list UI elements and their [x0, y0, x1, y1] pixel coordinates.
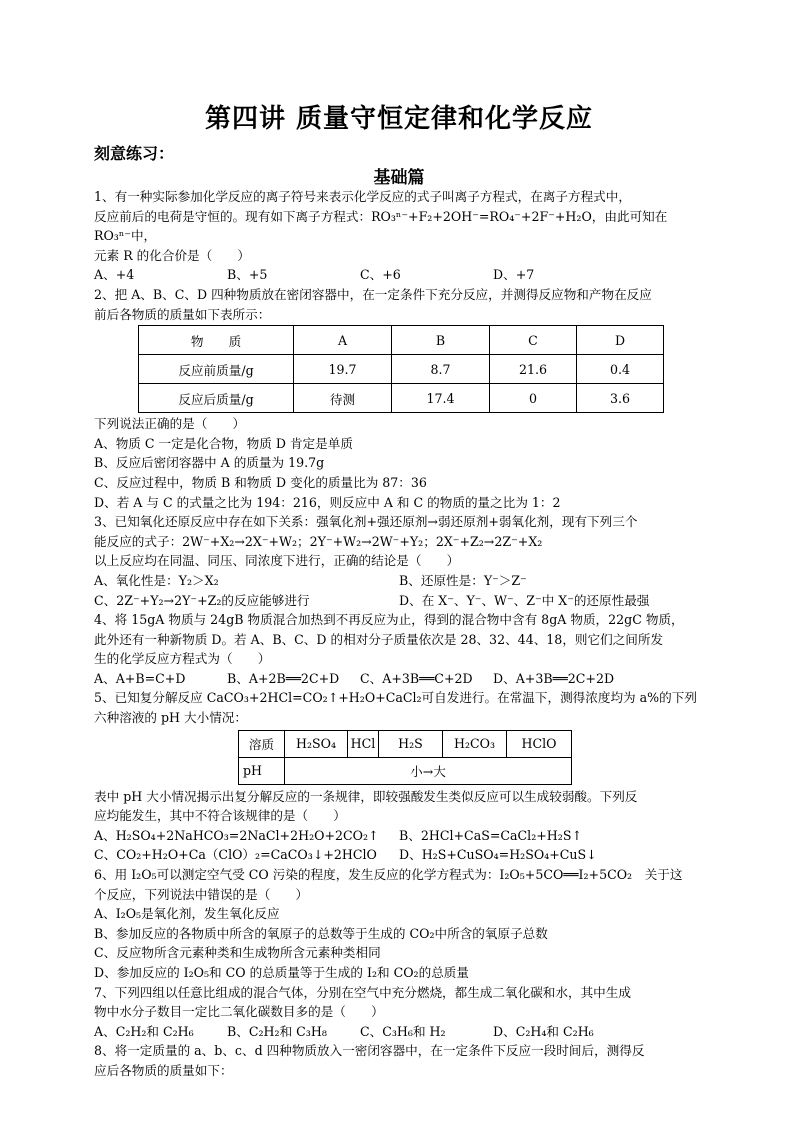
question-1 [94, 187, 704, 285]
question-8 [94, 1041, 704, 1080]
question-text: 元素 R 的化合价是（ ） [94, 247, 251, 263]
option-d: D、在 X⁻、Y⁻、W⁻、Z⁻中 X⁻的还原性最强 [399, 592, 650, 608]
section-heading: 基础篇 [373, 168, 425, 188]
question-6 [94, 865, 704, 983]
table-cell: 8.7 [392, 355, 490, 384]
question-5 [94, 688, 704, 865]
table-header-cell: 溶质 [239, 730, 285, 757]
option-b: B、+5 [227, 267, 268, 283]
table-cell: 小→大 [285, 757, 572, 784]
question-text: 以上反应均在同温、同压、同浓度下进行，正确的结论是（ ） [94, 553, 460, 569]
question-text: 6、用 I₂O₅可以测定空气受 CO 污染的程度，发生反应的化学方程式为：I₂O₅+5CO══I₂+5CO₂ 关于这 [94, 867, 683, 883]
option-b: B、C₂H₂和 C₃H₈ [227, 1023, 327, 1039]
option-c: C、反应过程中，物质 B 和物质 D 变化的质量比为 87：36 [94, 474, 427, 490]
question-text: 物中水分子数目一定比二氧化碳数目多的是（ ） [94, 1004, 384, 1020]
question-text: 能反应的式子：2W⁻+X₂→2X⁻+W₂；2Y⁻+W₂→2W⁻+Y₂；2X⁻+Z₂→2Z⁻+X₂ [94, 533, 543, 549]
option-a: A、A+B=C+D [94, 670, 186, 686]
table-row [239, 730, 572, 757]
option-a: A、H₂SO₄+2NaHCO₃=2NaCl+2H₂O+2CO₂↑ [94, 827, 379, 843]
options-row [94, 1022, 704, 1042]
table-row [139, 355, 664, 384]
table-cell: 0 [490, 384, 577, 413]
table-cell: HCl [348, 730, 379, 757]
table-cell: 19.7 [294, 355, 392, 384]
question-text: 个反应，下列说法中错误的是（ ） [94, 886, 309, 902]
table-row [239, 757, 572, 784]
table-cell: H₂S [379, 730, 443, 757]
table-header-cell: B [392, 326, 490, 355]
option-c: C、A+3B══C+2D [360, 670, 473, 686]
table-header-cell: C [490, 326, 577, 355]
question-4 [94, 610, 704, 688]
option-d: D、参加反应的 I₂O₅和 CO 的总质量等于生成的 I₂和 CO₂的总质量 [94, 965, 469, 980]
question-text: 3、已知氧化还原反应中存在如下关系：强氧化剂+强还原剂→弱还原剂+弱氧化剂，现有下列三个 [94, 514, 638, 530]
question-text: 生的化学反应方程式为（ ） [94, 651, 271, 667]
page-title: 第四讲 质量守恒定律和化学反应 [204, 104, 594, 134]
table-header-row [139, 326, 664, 355]
table-cell: 3.6 [577, 384, 664, 413]
options-row [94, 591, 704, 611]
option-a: A、I₂O₅是氧化剂，发生氧化反应 [94, 906, 280, 922]
question-text: 8、将一定质量的 a、b、c、d 四种物质放入一密闭容器中，在一定条件下反应一段时间后，测得反 [94, 1043, 645, 1059]
question-text: 5、已知复分解反应 CaCO₃+2HCl=CO₂↑+H₂O+CaCl₂可自发进行。在常温下，测得浓度均为 a%的下列 [94, 690, 697, 706]
option-a: A、+4 [94, 267, 135, 283]
options-row [94, 571, 704, 591]
document-page [94, 98, 704, 1081]
ph-table [238, 730, 572, 785]
option-c: C、反应物所含元素种类和生成物所含元素种类相同 [94, 945, 381, 961]
question-text: 2、把 A、B、C、D 四种物质放在密闭容器中，在一定条件下充分反应，并测得反应物和产物在反应 [94, 286, 652, 302]
question-3 [94, 512, 704, 610]
question-text: 7、下列四组以任意比组成的混合气体，分别在空气中充分燃烧，都生成二氧化碳和水，其中生成 [94, 984, 631, 1000]
table-cell: H₂CO₃ [443, 730, 507, 757]
options-row [94, 826, 704, 846]
option-c: C、C₃H₆和 H₂ [360, 1023, 446, 1039]
question-2 [94, 285, 704, 512]
question-text: 1、有一种实际参加化学反应的离子符号来表示化学反应的式子叫离子方程式，在离子方程式中， [94, 189, 631, 204]
question-text: 下列说法正确的是（ ） [94, 416, 246, 432]
table-cell: 17.4 [392, 384, 490, 413]
table-cell: 0.4 [577, 355, 664, 384]
table-header-cell: D [577, 326, 664, 355]
options-row [94, 845, 704, 865]
question-7 [94, 983, 704, 1042]
mass-table [138, 325, 664, 413]
table-header-cell: 物 质 [139, 326, 294, 355]
option-c: C、CO₂+H₂O+Ca（ClO）₂=CaCO₃↓+2HClO [94, 847, 377, 863]
table-header-cell: pH [239, 757, 285, 784]
option-b: B、参加反应的各物质中所含的氧原子的总数等于生成的 CO₂中所含的氧原子总数 [94, 925, 548, 941]
table-cell: 反应前质量/g [139, 355, 294, 384]
table-cell: H₂SO₄ [285, 730, 348, 757]
question-text: 应均能发生，其中不符合该规律的是（ ） [94, 808, 346, 824]
question-text: 表中 pH 大小情况揭示出复分解反应的一条规律，即较强酸发生类似反应可以生成较弱酸。下列反 [94, 788, 638, 804]
options-row [94, 265, 704, 285]
option-b: B、A+2B══2C+D [227, 670, 340, 686]
option-c: C、+6 [360, 267, 401, 283]
option-d: D、C₂H₄和 C₂H₆ [493, 1023, 594, 1039]
option-b: B、2HCl+CaS=CaCl₂+H₂S↑ [399, 827, 583, 843]
option-b: B、反应后密闭容器中 A 的质量为 19.7g [94, 455, 325, 471]
option-a: A、氧化性是：Y₂＞X₂ [94, 572, 219, 588]
question-text: 前后各物质的质量如下表所示： [94, 306, 271, 322]
table-cell: HClO [507, 730, 572, 757]
option-d: D、若 A 与 C 的式量之比为 194：216，则反应中 A 和 C 的物质的量之比为 1：2 [94, 494, 561, 510]
option-d: D、+7 [493, 267, 535, 283]
option-b: B、还原性是：Y⁻＞Z⁻ [399, 572, 527, 588]
table-cell: 待测 [294, 384, 392, 413]
practice-label: 刻意练习： [94, 144, 175, 163]
question-text: 六种溶液的 pH 大小情况： [94, 710, 247, 726]
option-c: C、2Z⁻+Y₂→2Y⁻+Z₂的反应能够进行 [94, 592, 310, 608]
option-d: D、A+3B══2C+2D [493, 670, 615, 686]
table-row [139, 384, 664, 413]
option-a: A、C₂H₂和 C₂H₆ [94, 1023, 194, 1039]
question-text: 应后各物质的质量如下： [94, 1062, 233, 1078]
question-text: 反应前后的电荷是守恒的。现有如下离子方程式：RO₃ⁿ⁻+F₂+2OH⁻=RO₄⁻+2F⁻+H₂O，由此可知在 RO₃ⁿ⁻中， [94, 208, 668, 244]
question-text: 此外还有一种新物质 D。若 A、B、C、D 的相对分子质量依次是 28、32、44、18，则它们之间所发 [94, 631, 664, 647]
table-cell: 21.6 [490, 355, 577, 384]
option-d: D、H₂S+CuSO₄=H₂SO₄+CuS↓ [399, 847, 597, 863]
options-row [94, 669, 704, 689]
table-cell: 反应后质量/g [139, 384, 294, 413]
question-text: 4、将 15gA 物质与 24gB 物质混合加热到不再反应为止，得到的混合物中含有 8gA 物质，22gC 物质， [94, 612, 684, 628]
option-a: A、物质 C 一定是化合物，物质 D 肯定是单质 [94, 435, 353, 451]
table-header-cell: A [294, 326, 392, 355]
